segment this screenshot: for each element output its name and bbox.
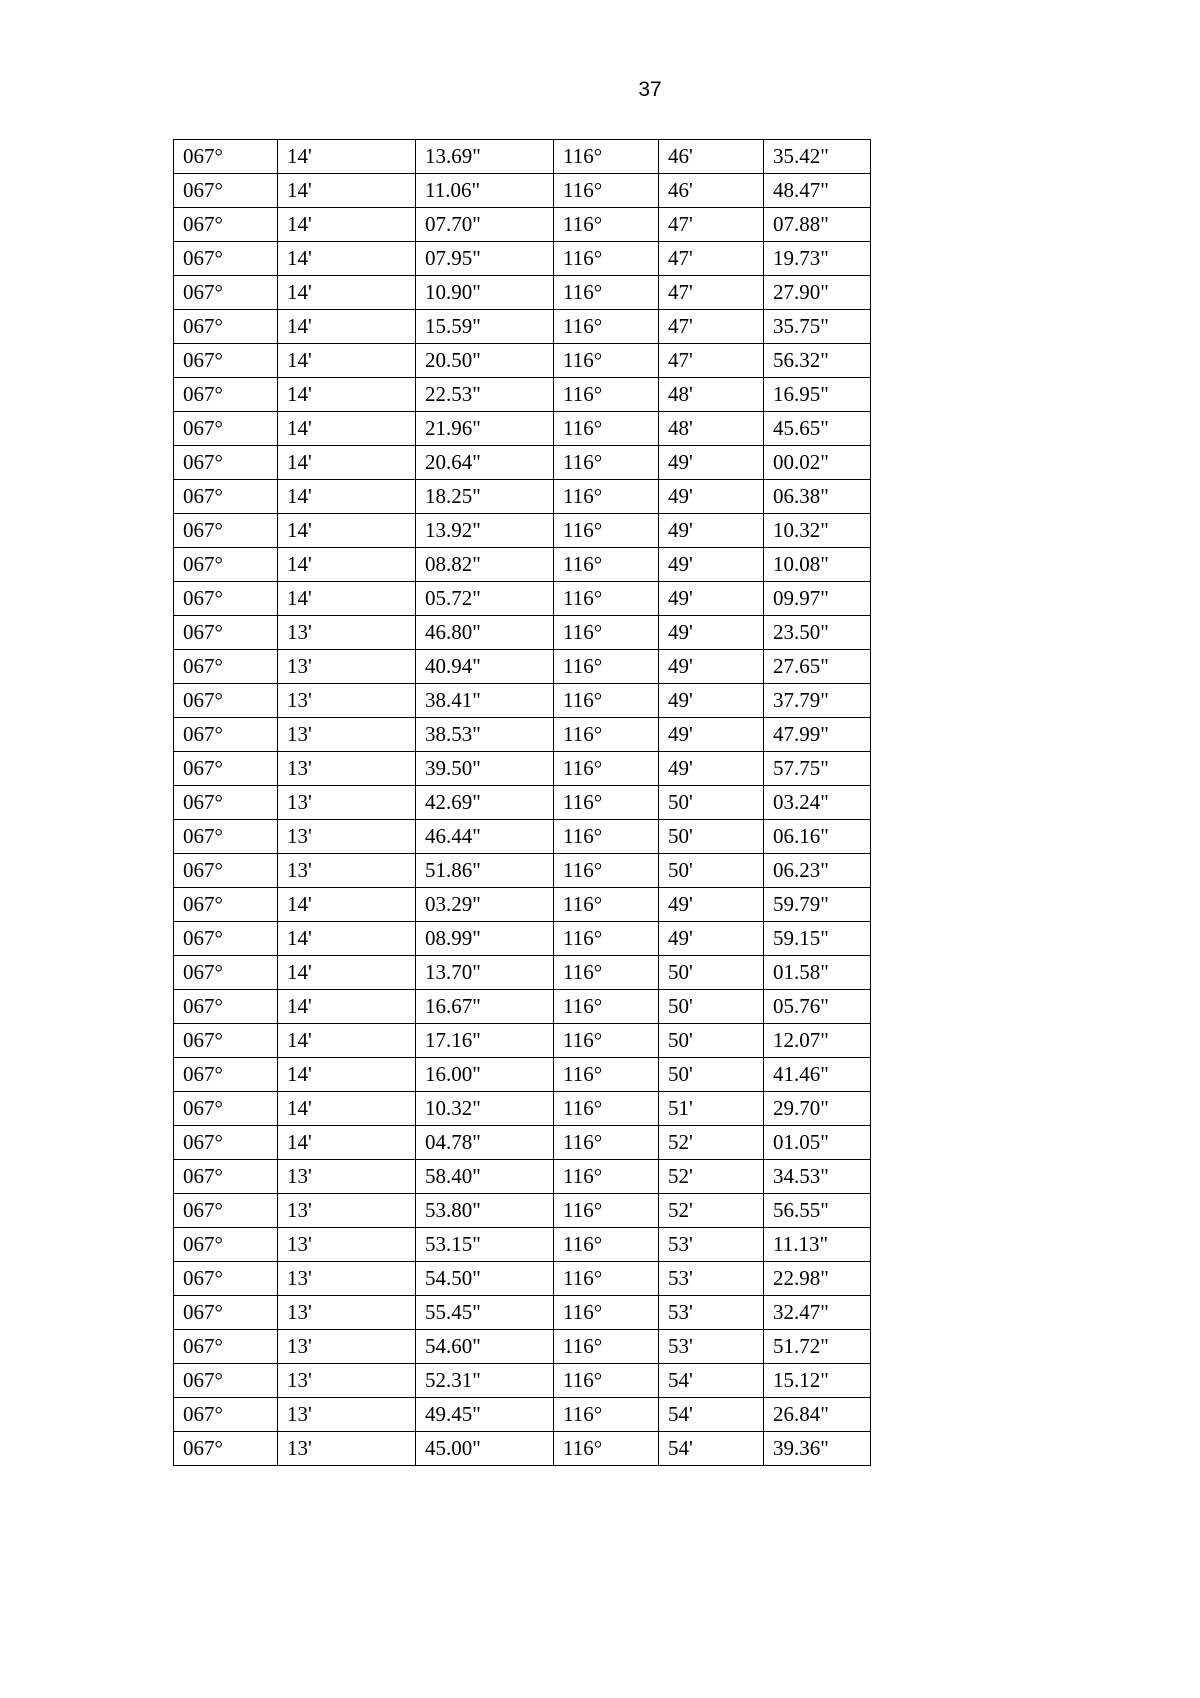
table-row — [174, 514, 871, 548]
longitude-seconds-cell: 51.72" — [764, 1330, 871, 1364]
longitude-seconds-cell: 03.24" — [764, 786, 871, 820]
longitude-degrees-cell: 116° — [554, 616, 659, 650]
latitude-minutes-cell: 14' — [278, 480, 416, 514]
latitude-minutes-cell: 14' — [278, 990, 416, 1024]
longitude-minutes-cell: 50' — [659, 956, 764, 990]
latitude-seconds-cell: 13.92" — [416, 514, 554, 548]
longitude-degrees-cell: 116° — [554, 1432, 659, 1466]
latitude-degrees-cell: 067° — [174, 820, 278, 854]
latitude-seconds-cell: 58.40" — [416, 1160, 554, 1194]
longitude-seconds-cell: 35.75" — [764, 310, 871, 344]
longitude-seconds-cell: 00.02" — [764, 446, 871, 480]
longitude-minutes-cell: 49' — [659, 650, 764, 684]
longitude-degrees-cell: 116° — [554, 718, 659, 752]
longitude-seconds-cell: 23.50" — [764, 616, 871, 650]
longitude-minutes-cell: 50' — [659, 820, 764, 854]
longitude-degrees-cell: 116° — [554, 1058, 659, 1092]
latitude-minutes-cell: 13' — [278, 1398, 416, 1432]
latitude-minutes-cell: 13' — [278, 1364, 416, 1398]
longitude-minutes-cell: 50' — [659, 1058, 764, 1092]
latitude-degrees-cell: 067° — [174, 1126, 278, 1160]
latitude-minutes-cell: 14' — [278, 888, 416, 922]
latitude-seconds-cell: 16.67" — [416, 990, 554, 1024]
longitude-minutes-cell: 53' — [659, 1296, 764, 1330]
latitude-seconds-cell: 10.90" — [416, 276, 554, 310]
latitude-minutes-cell: 14' — [278, 1024, 416, 1058]
longitude-minutes-cell: 49' — [659, 446, 764, 480]
table-row — [174, 922, 871, 956]
longitude-seconds-cell: 56.32" — [764, 344, 871, 378]
latitude-minutes-cell: 13' — [278, 616, 416, 650]
table-row — [174, 140, 871, 174]
latitude-minutes-cell: 14' — [278, 174, 416, 208]
latitude-degrees-cell: 067° — [174, 140, 278, 174]
longitude-minutes-cell: 50' — [659, 990, 764, 1024]
table-row — [174, 1398, 871, 1432]
table-row — [174, 616, 871, 650]
longitude-minutes-cell: 54' — [659, 1432, 764, 1466]
latitude-seconds-cell: 49.45" — [416, 1398, 554, 1432]
latitude-minutes-cell: 13' — [278, 752, 416, 786]
latitude-degrees-cell: 067° — [174, 1058, 278, 1092]
longitude-degrees-cell: 116° — [554, 752, 659, 786]
longitude-minutes-cell: 49' — [659, 548, 764, 582]
latitude-degrees-cell: 067° — [174, 242, 278, 276]
longitude-degrees-cell: 116° — [554, 1364, 659, 1398]
latitude-degrees-cell: 067° — [174, 276, 278, 310]
longitude-minutes-cell: 53' — [659, 1262, 764, 1296]
latitude-seconds-cell: 07.95" — [416, 242, 554, 276]
longitude-seconds-cell: 59.15" — [764, 922, 871, 956]
longitude-minutes-cell: 54' — [659, 1364, 764, 1398]
table-row — [174, 344, 871, 378]
latitude-degrees-cell: 067° — [174, 990, 278, 1024]
longitude-minutes-cell: 47' — [659, 242, 764, 276]
longitude-seconds-cell: 27.90" — [764, 276, 871, 310]
longitude-seconds-cell: 22.98" — [764, 1262, 871, 1296]
table-row — [174, 208, 871, 242]
longitude-degrees-cell: 116° — [554, 820, 659, 854]
longitude-degrees-cell: 116° — [554, 208, 659, 242]
latitude-degrees-cell: 067° — [174, 310, 278, 344]
latitude-degrees-cell: 067° — [174, 1262, 278, 1296]
longitude-degrees-cell: 116° — [554, 854, 659, 888]
longitude-degrees-cell: 116° — [554, 276, 659, 310]
longitude-degrees-cell: 116° — [554, 1160, 659, 1194]
latitude-degrees-cell: 067° — [174, 548, 278, 582]
latitude-seconds-cell: 08.82" — [416, 548, 554, 582]
latitude-seconds-cell: 20.50" — [416, 344, 554, 378]
latitude-minutes-cell: 13' — [278, 854, 416, 888]
latitude-seconds-cell: 53.80" — [416, 1194, 554, 1228]
table-row — [174, 1228, 871, 1262]
longitude-degrees-cell: 116° — [554, 412, 659, 446]
latitude-seconds-cell: 53.15" — [416, 1228, 554, 1262]
latitude-minutes-cell: 14' — [278, 242, 416, 276]
latitude-seconds-cell: 55.45" — [416, 1296, 554, 1330]
latitude-seconds-cell: 15.59" — [416, 310, 554, 344]
longitude-minutes-cell: 49' — [659, 582, 764, 616]
latitude-minutes-cell: 14' — [278, 514, 416, 548]
longitude-degrees-cell: 116° — [554, 888, 659, 922]
table-row — [174, 1330, 871, 1364]
latitude-degrees-cell: 067° — [174, 514, 278, 548]
latitude-minutes-cell: 13' — [278, 1296, 416, 1330]
coordinates-table-body — [174, 140, 871, 1466]
latitude-minutes-cell: 13' — [278, 1432, 416, 1466]
longitude-seconds-cell: 06.23" — [764, 854, 871, 888]
latitude-degrees-cell: 067° — [174, 582, 278, 616]
longitude-degrees-cell: 116° — [554, 548, 659, 582]
latitude-minutes-cell: 13' — [278, 1330, 416, 1364]
longitude-minutes-cell: 53' — [659, 1330, 764, 1364]
latitude-minutes-cell: 14' — [278, 276, 416, 310]
latitude-seconds-cell: 39.50" — [416, 752, 554, 786]
longitude-seconds-cell: 06.38" — [764, 480, 871, 514]
longitude-minutes-cell: 53' — [659, 1228, 764, 1262]
latitude-degrees-cell: 067° — [174, 1228, 278, 1262]
longitude-seconds-cell: 37.79" — [764, 684, 871, 718]
latitude-seconds-cell: 13.69" — [416, 140, 554, 174]
longitude-degrees-cell: 116° — [554, 378, 659, 412]
longitude-degrees-cell: 116° — [554, 1262, 659, 1296]
table-row — [174, 1126, 871, 1160]
latitude-seconds-cell: 17.16" — [416, 1024, 554, 1058]
longitude-seconds-cell: 09.97" — [764, 582, 871, 616]
latitude-degrees-cell: 067° — [174, 854, 278, 888]
latitude-minutes-cell: 14' — [278, 140, 416, 174]
longitude-seconds-cell: 05.76" — [764, 990, 871, 1024]
latitude-minutes-cell: 13' — [278, 650, 416, 684]
table-row — [174, 1432, 871, 1466]
page-number: 37 — [638, 78, 662, 101]
longitude-degrees-cell: 116° — [554, 956, 659, 990]
latitude-degrees-cell: 067° — [174, 888, 278, 922]
latitude-seconds-cell: 20.64" — [416, 446, 554, 480]
latitude-minutes-cell: 13' — [278, 1262, 416, 1296]
latitude-seconds-cell: 08.99" — [416, 922, 554, 956]
latitude-seconds-cell: 40.94" — [416, 650, 554, 684]
latitude-seconds-cell: 46.44" — [416, 820, 554, 854]
latitude-seconds-cell: 54.60" — [416, 1330, 554, 1364]
longitude-degrees-cell: 116° — [554, 1092, 659, 1126]
latitude-minutes-cell: 14' — [278, 446, 416, 480]
table-row — [174, 1364, 871, 1398]
longitude-seconds-cell: 16.95" — [764, 378, 871, 412]
table-row — [174, 888, 871, 922]
latitude-minutes-cell: 14' — [278, 922, 416, 956]
longitude-seconds-cell: 45.65" — [764, 412, 871, 446]
longitude-seconds-cell: 12.07" — [764, 1024, 871, 1058]
longitude-degrees-cell: 116° — [554, 310, 659, 344]
table-row — [174, 582, 871, 616]
longitude-seconds-cell: 47.99" — [764, 718, 871, 752]
longitude-minutes-cell: 50' — [659, 786, 764, 820]
longitude-minutes-cell: 48' — [659, 378, 764, 412]
latitude-degrees-cell: 067° — [174, 480, 278, 514]
latitude-seconds-cell: 42.69" — [416, 786, 554, 820]
longitude-degrees-cell: 116° — [554, 650, 659, 684]
latitude-seconds-cell: 52.31" — [416, 1364, 554, 1398]
longitude-seconds-cell: 35.42" — [764, 140, 871, 174]
latitude-degrees-cell: 067° — [174, 922, 278, 956]
latitude-seconds-cell: 03.29" — [416, 888, 554, 922]
longitude-minutes-cell: 49' — [659, 480, 764, 514]
table-row — [174, 548, 871, 582]
table-row — [174, 718, 871, 752]
longitude-degrees-cell: 116° — [554, 446, 659, 480]
table-row — [174, 956, 871, 990]
latitude-minutes-cell: 14' — [278, 1058, 416, 1092]
longitude-seconds-cell: 56.55" — [764, 1194, 871, 1228]
table-row — [174, 1296, 871, 1330]
longitude-seconds-cell: 10.32" — [764, 514, 871, 548]
table-row — [174, 820, 871, 854]
latitude-seconds-cell: 07.70" — [416, 208, 554, 242]
latitude-degrees-cell: 067° — [174, 786, 278, 820]
longitude-degrees-cell: 116° — [554, 1126, 659, 1160]
longitude-degrees-cell: 116° — [554, 1330, 659, 1364]
latitude-minutes-cell: 13' — [278, 786, 416, 820]
latitude-degrees-cell: 067° — [174, 1398, 278, 1432]
latitude-minutes-cell: 13' — [278, 820, 416, 854]
table-row — [174, 1194, 871, 1228]
longitude-degrees-cell: 116° — [554, 140, 659, 174]
longitude-degrees-cell: 116° — [554, 1228, 659, 1262]
latitude-degrees-cell: 067° — [174, 446, 278, 480]
latitude-degrees-cell: 067° — [174, 718, 278, 752]
latitude-seconds-cell: 13.70" — [416, 956, 554, 990]
longitude-seconds-cell: 59.79" — [764, 888, 871, 922]
latitude-seconds-cell: 38.41" — [416, 684, 554, 718]
longitude-minutes-cell: 47' — [659, 310, 764, 344]
longitude-minutes-cell: 46' — [659, 174, 764, 208]
table-row — [174, 276, 871, 310]
table-row — [174, 854, 871, 888]
longitude-minutes-cell: 49' — [659, 616, 764, 650]
latitude-seconds-cell: 18.25" — [416, 480, 554, 514]
latitude-seconds-cell: 04.78" — [416, 1126, 554, 1160]
longitude-minutes-cell: 47' — [659, 208, 764, 242]
longitude-minutes-cell: 49' — [659, 752, 764, 786]
longitude-degrees-cell: 116° — [554, 684, 659, 718]
longitude-seconds-cell: 41.46" — [764, 1058, 871, 1092]
latitude-seconds-cell: 11.06" — [416, 174, 554, 208]
latitude-minutes-cell: 14' — [278, 378, 416, 412]
longitude-degrees-cell: 116° — [554, 1398, 659, 1432]
table-row — [174, 684, 871, 718]
latitude-minutes-cell: 13' — [278, 1160, 416, 1194]
latitude-minutes-cell: 14' — [278, 412, 416, 446]
latitude-degrees-cell: 067° — [174, 1194, 278, 1228]
latitude-seconds-cell: 21.96" — [416, 412, 554, 446]
latitude-minutes-cell: 14' — [278, 344, 416, 378]
longitude-minutes-cell: 46' — [659, 140, 764, 174]
latitude-minutes-cell: 14' — [278, 956, 416, 990]
longitude-degrees-cell: 116° — [554, 1024, 659, 1058]
latitude-degrees-cell: 067° — [174, 1330, 278, 1364]
longitude-minutes-cell: 49' — [659, 684, 764, 718]
table-row — [174, 174, 871, 208]
latitude-seconds-cell: 54.50" — [416, 1262, 554, 1296]
longitude-seconds-cell: 48.47" — [764, 174, 871, 208]
latitude-seconds-cell: 38.53" — [416, 718, 554, 752]
table-row — [174, 446, 871, 480]
latitude-minutes-cell: 14' — [278, 310, 416, 344]
table-row — [174, 650, 871, 684]
table-row — [174, 1058, 871, 1092]
latitude-degrees-cell: 067° — [174, 1432, 278, 1466]
longitude-minutes-cell: 52' — [659, 1194, 764, 1228]
latitude-seconds-cell: 22.53" — [416, 378, 554, 412]
latitude-degrees-cell: 067° — [174, 412, 278, 446]
latitude-minutes-cell: 14' — [278, 1126, 416, 1160]
longitude-seconds-cell: 19.73" — [764, 242, 871, 276]
latitude-seconds-cell: 05.72" — [416, 582, 554, 616]
longitude-seconds-cell: 27.65" — [764, 650, 871, 684]
longitude-seconds-cell: 29.70" — [764, 1092, 871, 1126]
longitude-minutes-cell: 52' — [659, 1160, 764, 1194]
longitude-seconds-cell: 39.36" — [764, 1432, 871, 1466]
latitude-seconds-cell: 51.86" — [416, 854, 554, 888]
longitude-degrees-cell: 116° — [554, 1296, 659, 1330]
table-row — [174, 786, 871, 820]
table-row — [174, 1262, 871, 1296]
latitude-minutes-cell: 14' — [278, 208, 416, 242]
latitude-degrees-cell: 067° — [174, 174, 278, 208]
longitude-degrees-cell: 116° — [554, 514, 659, 548]
longitude-minutes-cell: 49' — [659, 718, 764, 752]
longitude-seconds-cell: 01.58" — [764, 956, 871, 990]
table-row — [174, 378, 871, 412]
latitude-degrees-cell: 067° — [174, 1024, 278, 1058]
latitude-seconds-cell: 46.80" — [416, 616, 554, 650]
latitude-degrees-cell: 067° — [174, 752, 278, 786]
longitude-degrees-cell: 116° — [554, 344, 659, 378]
table-row — [174, 752, 871, 786]
longitude-degrees-cell: 116° — [554, 480, 659, 514]
table-row — [174, 1160, 871, 1194]
latitude-degrees-cell: 067° — [174, 208, 278, 242]
longitude-minutes-cell: 47' — [659, 344, 764, 378]
latitude-degrees-cell: 067° — [174, 378, 278, 412]
longitude-seconds-cell: 34.53" — [764, 1160, 871, 1194]
latitude-seconds-cell: 16.00" — [416, 1058, 554, 1092]
longitude-seconds-cell: 57.75" — [764, 752, 871, 786]
longitude-degrees-cell: 116° — [554, 1194, 659, 1228]
longitude-minutes-cell: 52' — [659, 1126, 764, 1160]
longitude-degrees-cell: 116° — [554, 174, 659, 208]
table-row — [174, 990, 871, 1024]
longitude-minutes-cell: 49' — [659, 922, 764, 956]
latitude-degrees-cell: 067° — [174, 956, 278, 990]
longitude-degrees-cell: 116° — [554, 786, 659, 820]
coordinates-table — [173, 139, 871, 1466]
latitude-degrees-cell: 067° — [174, 1364, 278, 1398]
longitude-minutes-cell: 47' — [659, 276, 764, 310]
longitude-minutes-cell: 48' — [659, 412, 764, 446]
longitude-seconds-cell: 11.13" — [764, 1228, 871, 1262]
longitude-seconds-cell: 15.12" — [764, 1364, 871, 1398]
longitude-degrees-cell: 116° — [554, 922, 659, 956]
longitude-minutes-cell: 49' — [659, 514, 764, 548]
longitude-minutes-cell: 51' — [659, 1092, 764, 1126]
longitude-seconds-cell: 32.47" — [764, 1296, 871, 1330]
longitude-minutes-cell: 50' — [659, 854, 764, 888]
longitude-seconds-cell: 07.88" — [764, 208, 871, 242]
longitude-degrees-cell: 116° — [554, 990, 659, 1024]
latitude-minutes-cell: 14' — [278, 582, 416, 616]
latitude-degrees-cell: 067° — [174, 616, 278, 650]
table-row — [174, 310, 871, 344]
latitude-minutes-cell: 13' — [278, 1194, 416, 1228]
longitude-seconds-cell: 26.84" — [764, 1398, 871, 1432]
latitude-seconds-cell: 10.32" — [416, 1092, 554, 1126]
longitude-seconds-cell: 01.05" — [764, 1126, 871, 1160]
table-row — [174, 242, 871, 276]
longitude-minutes-cell: 50' — [659, 1024, 764, 1058]
latitude-minutes-cell: 13' — [278, 718, 416, 752]
longitude-degrees-cell: 116° — [554, 242, 659, 276]
latitude-minutes-cell: 14' — [278, 1092, 416, 1126]
table-row — [174, 480, 871, 514]
longitude-degrees-cell: 116° — [554, 582, 659, 616]
latitude-seconds-cell: 45.00" — [416, 1432, 554, 1466]
table-row — [174, 412, 871, 446]
table-row — [174, 1024, 871, 1058]
latitude-minutes-cell: 14' — [278, 548, 416, 582]
table-row — [174, 1092, 871, 1126]
latitude-degrees-cell: 067° — [174, 650, 278, 684]
latitude-degrees-cell: 067° — [174, 344, 278, 378]
longitude-minutes-cell: 54' — [659, 1398, 764, 1432]
latitude-degrees-cell: 067° — [174, 1092, 278, 1126]
latitude-degrees-cell: 067° — [174, 684, 278, 718]
latitude-minutes-cell: 13' — [278, 684, 416, 718]
latitude-degrees-cell: 067° — [174, 1160, 278, 1194]
latitude-minutes-cell: 13' — [278, 1228, 416, 1262]
longitude-minutes-cell: 49' — [659, 888, 764, 922]
latitude-degrees-cell: 067° — [174, 1296, 278, 1330]
longitude-seconds-cell: 06.16" — [764, 820, 871, 854]
longitude-seconds-cell: 10.08" — [764, 548, 871, 582]
